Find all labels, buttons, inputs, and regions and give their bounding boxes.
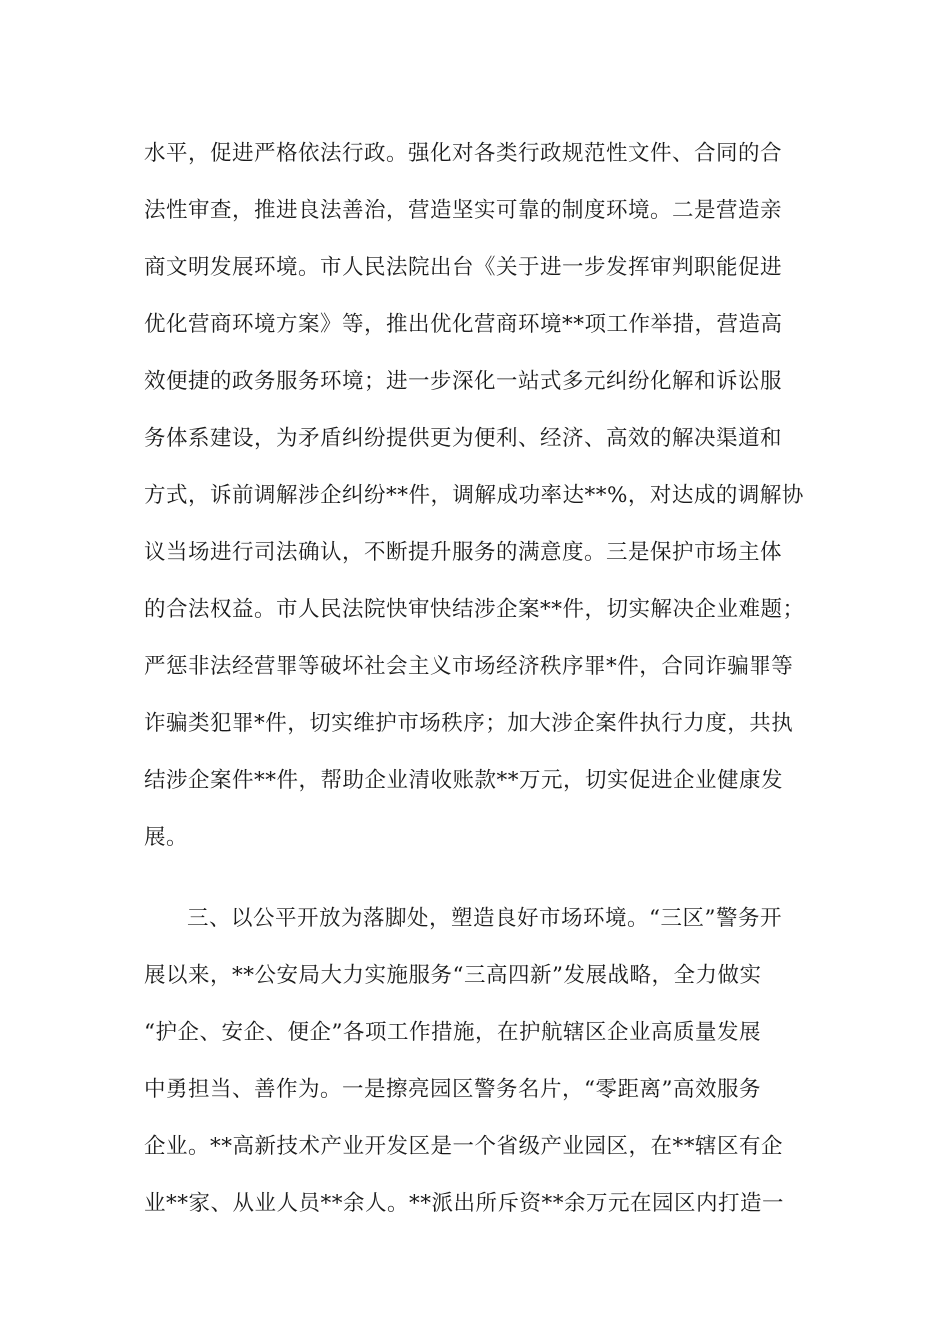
text-line: “护企、安企、便企”各项工作措施，在护航辖区企业高质量发展 xyxy=(144,1020,761,1045)
text-line: 效便捷的政务服务环境；进一步深化一站式多元纠纷化解和诉讼服 xyxy=(144,369,783,394)
text-line: 企业。**高新技术产业开发区是一个省级产业园区，在**辖区有企 xyxy=(144,1134,784,1159)
text-line: 结涉企案件**件，帮助企业清收账款**万元，切实促进企业健康发 xyxy=(144,768,784,793)
text-line: 展以来，**公安局大力实施服务“三高四新”发展战略，全力做实 xyxy=(144,963,762,988)
text-line: 展。 xyxy=(144,825,189,850)
text-line: 中勇担当、善作为。一是擦亮园区警务名片，“零距离”高效服务 xyxy=(144,1077,761,1102)
text-line: 优化营商环境方案》等，推出优化营商环境**项工作举措，营造高 xyxy=(144,312,783,337)
text-line: 法性审查，推进良法善治，营造坚实可靠的制度环境。二是营造亲 xyxy=(144,198,783,223)
text-line: 的合法权益。市人民法院快审快结涉企案**件，切实解决企业难题； xyxy=(144,597,805,622)
text-line: 水平，促进严格依法行政。强化对各类行政规范性文件、合同的合 xyxy=(144,141,783,166)
text-line: 三、以公平开放为落脚处，塑造良好市场环境。“三区”警务开 xyxy=(187,906,782,931)
text-line: 商文明发展环境。市人民法院出台《关于进一步发挥审判职能促进 xyxy=(144,255,783,280)
text-line: 诈骗类犯罪*件，切实维护市场秩序；加大涉企案件执行力度，共执 xyxy=(144,711,794,736)
text-line: 严惩非法经营罪等破坏社会主义市场经济秩序罪*件，合同诈骗罪等 xyxy=(144,654,794,679)
text-line: 业**家、从业人员**余人。**派出所斥资**余万元在园区内打造一 xyxy=(144,1191,785,1216)
text-line: 务体系建设，为矛盾纠纷提供更为便利、经济、高效的解决渠道和 xyxy=(144,426,783,451)
text-line: 议当场进行司法确认，不断提升服务的满意度。三是保护市场主体 xyxy=(144,540,783,565)
text-line: 方式，诉前调解涉企纠纷**件，调解成功率达**%，对达成的调解协 xyxy=(144,483,804,508)
